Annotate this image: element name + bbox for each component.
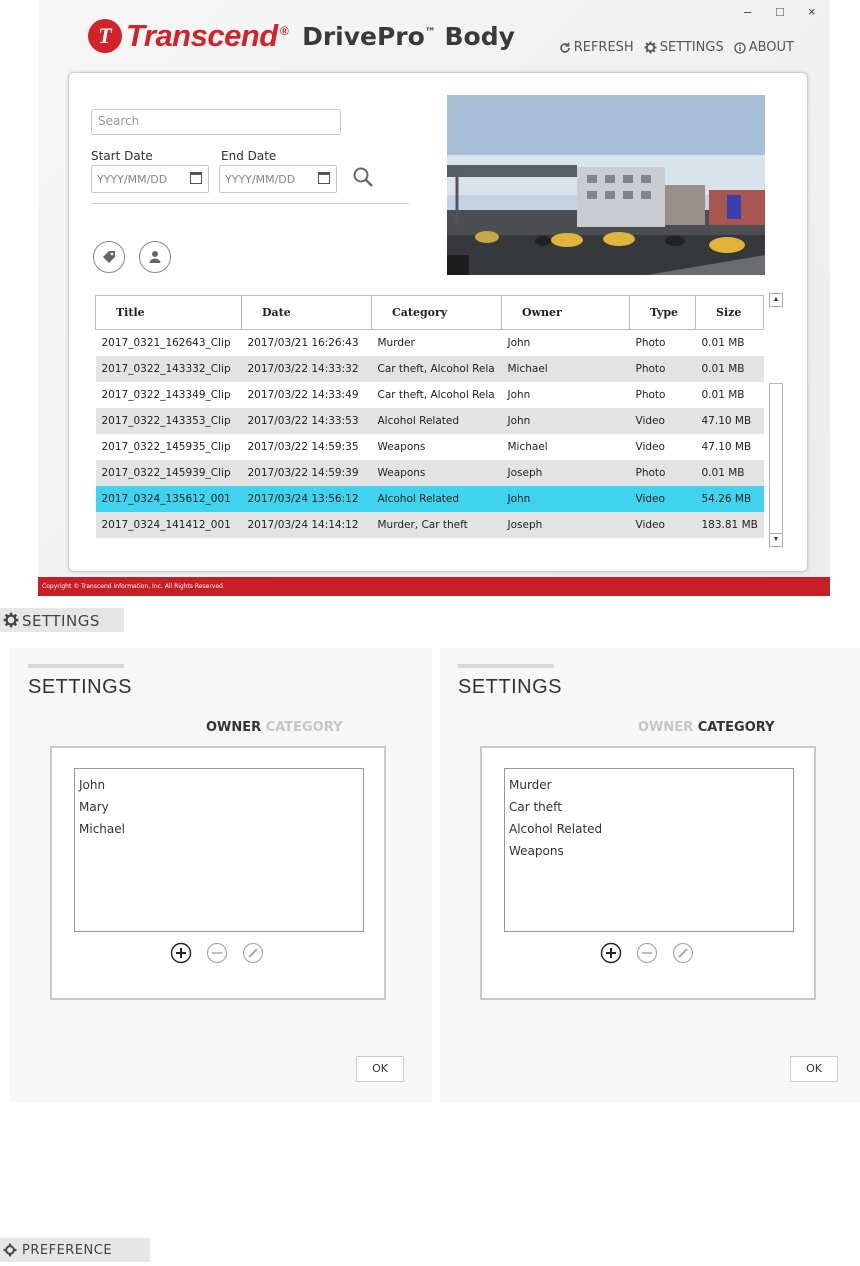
brand-name [126, 18, 288, 54]
cell-title: 2017_0324_141412_001 [96, 512, 242, 538]
settings-section-label: SETTINGS [22, 612, 100, 630]
cell-category: Murder [372, 330, 502, 356]
list-item[interactable]: Murder [509, 778, 552, 792]
registered-mark: ® [279, 23, 289, 38]
tag-icon [101, 249, 117, 265]
tab-owner[interactable]: OWNER [206, 720, 262, 735]
refresh-label: REFRESH [573, 40, 634, 55]
trademark-mark: ™ [424, 25, 436, 39]
settings-button[interactable] [644, 40, 724, 55]
cell-date: 2017/03/22 14:59:35 [242, 434, 372, 460]
cell-date: 2017/03/24 13:56:12 [242, 486, 372, 512]
cell-title: 2017_0322_143349_Clip [96, 382, 242, 408]
table-row[interactable] [96, 434, 764, 460]
table-scrollbar[interactable] [769, 293, 783, 545]
product-name [302, 22, 515, 51]
start-date-label: Start Date [91, 149, 153, 163]
list-item[interactable]: Mary [79, 800, 109, 814]
list-item[interactable]: Michael [79, 822, 125, 836]
add-icon[interactable] [170, 942, 192, 964]
settings-tabs [638, 720, 774, 735]
cell-date: 2017/03/22 14:59:39 [242, 460, 372, 486]
about-button[interactable] [734, 40, 794, 55]
cell-size: 0.01 MB [696, 460, 764, 486]
cell-type: Photo [630, 460, 696, 486]
cell-category: Car theft, Alcohol Rela [372, 356, 502, 382]
cell-size: 47.10 MB [696, 408, 764, 434]
table-row[interactable] [96, 330, 764, 356]
transcend-logo-icon: T [88, 19, 122, 53]
cell-size: 47.10 MB [696, 434, 764, 460]
preference-section-label: PREFERENCE [22, 1243, 113, 1258]
list-item[interactable]: Weapons [509, 844, 564, 858]
table-row[interactable] [96, 512, 764, 538]
cell-type: Video [630, 408, 696, 434]
list-item[interactable]: Alcohol Related [509, 822, 603, 836]
cell-title: 2017_0322_145935_Clip [96, 434, 242, 460]
brand-header [88, 18, 515, 54]
gear-icon [644, 41, 657, 54]
tag-filter-button[interactable] [93, 241, 125, 273]
cell-owner: John [502, 330, 630, 356]
cell-owner: Joseph [502, 512, 630, 538]
cell-owner: John [502, 408, 630, 434]
clips-table [95, 295, 764, 538]
settings-tabs [206, 720, 342, 735]
list-item[interactable]: John [79, 778, 106, 792]
cell-size: 54.26 MB [696, 486, 764, 512]
owner-panel [50, 746, 386, 1000]
dialog-title-bar [28, 664, 124, 668]
cell-type: Photo [630, 382, 696, 408]
scroll-up-arrow-icon[interactable]: ▲ [769, 293, 783, 307]
table-row[interactable] [96, 408, 764, 434]
refresh-icon [559, 42, 571, 54]
cell-date: 2017/03/21 16:26:43 [242, 330, 372, 356]
cell-date: 2017/03/22 14:33:32 [242, 356, 372, 382]
cell-type: Photo [630, 356, 696, 382]
minimize-button[interactable]: – [744, 4, 752, 19]
dialog-title: SETTINGS [458, 676, 563, 698]
search-icon[interactable] [351, 165, 377, 191]
cell-title: 2017_0322_143353_Clip [96, 408, 242, 434]
tab-category[interactable]: CATEGORY [265, 720, 343, 735]
main-panel [68, 72, 808, 572]
search-placeholder: Search [98, 114, 140, 128]
cell-title: 2017_0321_162643_Clip [96, 330, 242, 356]
calendar-icon[interactable] [190, 172, 202, 184]
brand-name-text: Transcend [126, 18, 278, 53]
end-date-label: End Date [221, 149, 277, 163]
column-header-type[interactable]: Type [630, 296, 696, 330]
cell-date: 2017/03/22 14:33:53 [242, 408, 372, 434]
tab-category[interactable]: CATEGORY [697, 720, 775, 735]
edit-icon[interactable] [672, 942, 694, 964]
cell-owner: Joseph [502, 460, 630, 486]
scroll-track[interactable] [769, 383, 783, 533]
cell-category: Weapons [372, 434, 502, 460]
cell-type: Video [630, 512, 696, 538]
cell-type: Video [630, 486, 696, 512]
table-row-selected[interactable] [96, 486, 764, 512]
add-icon[interactable] [600, 942, 622, 964]
maximize-button[interactable]: □ [776, 4, 784, 19]
cell-category: Alcohol Related [372, 408, 502, 434]
cell-title: 2017_0322_143332_Clip [96, 356, 242, 382]
app-window [38, 0, 830, 596]
remove-icon[interactable] [636, 942, 658, 964]
cell-size: 0.01 MB [696, 330, 764, 356]
cell-title: 2017_0322_145939_Clip [96, 460, 242, 486]
cell-owner: John [502, 486, 630, 512]
cell-type: Video [630, 434, 696, 460]
preview-thumbnail [447, 95, 765, 275]
remove-icon[interactable] [206, 942, 228, 964]
cell-owner: Michael [502, 356, 630, 382]
calendar-icon[interactable] [318, 172, 330, 184]
copyright-footer: Copyright © Transcend Information, Inc. All Rights Reserved. [38, 577, 830, 596]
table-header-row [96, 296, 764, 330]
column-header-category[interactable]: Category [372, 296, 502, 330]
ok-button[interactable]: OK [356, 1056, 404, 1082]
product-suffix: Body [435, 21, 515, 51]
top-nav [559, 40, 794, 55]
start-date-input[interactable] [91, 165, 209, 193]
search-input[interactable] [91, 109, 341, 135]
column-header-title[interactable]: Title [96, 296, 242, 330]
close-button[interactable]: × [808, 4, 816, 19]
filter-divider [91, 203, 409, 204]
cell-date: 2017/03/22 14:33:49 [242, 382, 372, 408]
settings-dialog-category [440, 648, 860, 1102]
preference-section-header [0, 1238, 150, 1262]
edit-icon[interactable] [242, 942, 264, 964]
cell-size: 183.81 MB [696, 512, 764, 538]
cell-owner: John [502, 382, 630, 408]
settings-dialog-owner [10, 648, 432, 1102]
table-row[interactable] [96, 382, 764, 408]
table-row[interactable] [96, 460, 764, 486]
about-label: ABOUT [748, 40, 794, 55]
end-date-placeholder: YYYY/MM/DD [225, 173, 296, 186]
owner-filter-button[interactable] [139, 241, 171, 273]
product-name-text: DrivePro [302, 21, 425, 51]
table-row[interactable] [96, 356, 764, 382]
category-panel [480, 746, 816, 1000]
cell-title: 2017_0324_135612_001 [96, 486, 242, 512]
refresh-button[interactable] [559, 40, 634, 55]
cell-category: Murder, Car theft [372, 512, 502, 538]
category-list[interactable] [504, 768, 794, 932]
settings-section-header [0, 608, 124, 632]
gear-icon [3, 612, 19, 628]
cell-category: Car theft, Alcohol Rela [372, 382, 502, 408]
ok-button[interactable]: OK [790, 1056, 838, 1082]
dialog-title: SETTINGS [28, 676, 133, 698]
column-header-owner[interactable]: Owner [502, 296, 630, 330]
info-icon [734, 42, 746, 54]
start-date-placeholder: YYYY/MM/DD [97, 173, 168, 186]
cell-category: Alcohol Related [372, 486, 502, 512]
settings-label: SETTINGS [659, 40, 724, 55]
cell-type: Photo [630, 330, 696, 356]
owner-list[interactable] [74, 768, 364, 932]
cell-category: Weapons [372, 460, 502, 486]
column-header-size[interactable]: Size [696, 296, 764, 330]
cell-size: 0.01 MB [696, 382, 764, 408]
scroll-down-arrow-icon[interactable]: ▼ [769, 533, 783, 547]
dialog-title-bar [458, 664, 554, 668]
column-header-date[interactable]: Date [242, 296, 372, 330]
gear-icon [3, 1243, 17, 1257]
tab-owner[interactable]: OWNER [638, 720, 694, 735]
list-item[interactable]: Car theft [509, 800, 562, 814]
end-date-input[interactable] [219, 165, 337, 193]
person-icon [147, 249, 163, 265]
cell-size: 0.01 MB [696, 356, 764, 382]
cell-date: 2017/03/24 14:14:12 [242, 512, 372, 538]
cell-owner: Michael [502, 434, 630, 460]
